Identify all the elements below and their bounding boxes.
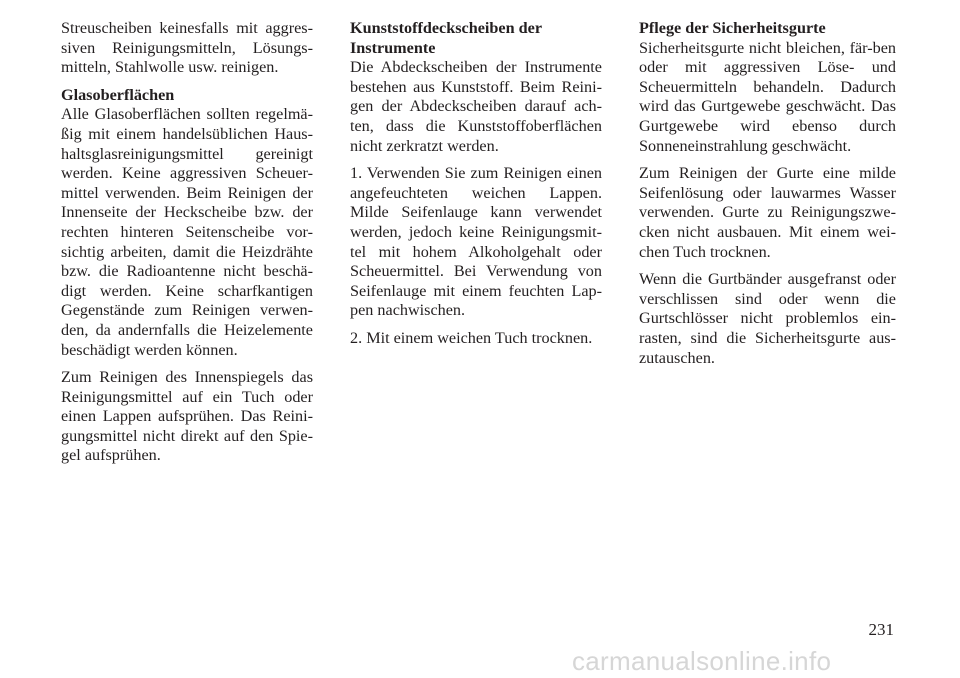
text-column-2 xyxy=(350,19,602,357)
list-item-step-1: 1. Verwenden Sie zum Reinigen einen angefeuchteten weichen Lappen. Milde Seifenlauge kann verwendet werden, jedoch keine Reinigungsmit-tel mit hohem Alkoholgehalt oder Scheuermittel. Bei Verwendung von Seifenlauge mit einem feuchten Lap-pen nachwischen. xyxy=(350,164,602,320)
paragraph-gurte-reinigen: Zum Reinigen der Gurte eine milde Seifenlösung oder lauwarmes Wasser verwenden. Gurte zu Reinigungszwe-cken nicht ausbauen. Mit einem wei-chen Tuch trocknen. xyxy=(639,164,896,261)
heading-glasoberflaechen: Glasoberflächen xyxy=(61,85,175,104)
paragraph-streuscheiben: Streuscheiben keinesfalls mit aggres-siven Reinigungsmitteln, Lösungs-mitteln, Stahlwolle usw. reinigen. xyxy=(61,19,313,77)
list-item-step-2: 2. Mit einem weichen Tuch trocknen. xyxy=(350,328,593,347)
page-number: 231 xyxy=(868,620,894,639)
heading-kunststoffdeckscheiben: Kunststoffdeckscheiben der Instrumente xyxy=(350,19,542,57)
paragraph-kunststoff-intro: Die Abdeckscheiben der Instrumente bestehen aus Kunststoff. Beim Reini-gen der Abdeckscheiben darauf ach-ten, dass die Kunststoffoberflächen nicht zerkratzt werden. xyxy=(350,58,602,155)
paragraph-innenspiegel: Zum Reinigen des Innenspiegels das Reinigungsmittel auf ein Tuch oder einen Lappen aufsprühen. Das Reini-gungsmittel nicht direkt auf den Spie-gel aufsprühen. xyxy=(61,368,313,465)
watermark: carmanualsonline.info xyxy=(572,646,832,676)
text-column-1 xyxy=(61,19,313,474)
text-column-3 xyxy=(639,19,896,376)
paragraph-gurte-austauschen: Wenn die Gurtbänder ausgefranst oder verschlissen sind oder wenn die Gurtschlösser nicht problemlos ein-rasten, sind die Sicherheitsgurte aus-zutauschen. xyxy=(639,270,896,367)
section-sicherheitsgurte xyxy=(639,19,896,156)
heading-sicherheitsgurte: Pflege der Sicherheitsgurte xyxy=(639,19,826,37)
section-glasoberflaechen xyxy=(61,86,313,360)
paragraph-glasoberflaechen: Alle Glasoberflächen sollten regelmä-ßig mit einem handelsüblichen Haus-haltsglasreinigungsmittel gereinigt werden. Keine aggressiven Scheuer-mittel verwenden. Beim Reinigen der Innenseite der Heckscheibe bzw. der rechten hinteren Seitenscheibe vor-sichtig arbeiten, damit die Heizdrähte bzw. die Radioantenne nicht beschä-digt werden. Keine scharfkantigen Gegenstände zum Reinigen verwen-den, da andernfalls die Heizelemente beschädigt werden können. xyxy=(61,105,313,359)
paragraph-gurte-bleichen: Sicherheitsgurte nicht bleichen, fär-ben oder mit aggressiven Löse- und Scheuermitteln behandeln. Dadurch wird das Gurtgewebe geschwächt. Das Gurtgewebe wird ebenso durch Sonneneinstrahlung geschwächt. xyxy=(639,38,896,155)
section-kunststoffdeckscheiben xyxy=(350,19,602,156)
